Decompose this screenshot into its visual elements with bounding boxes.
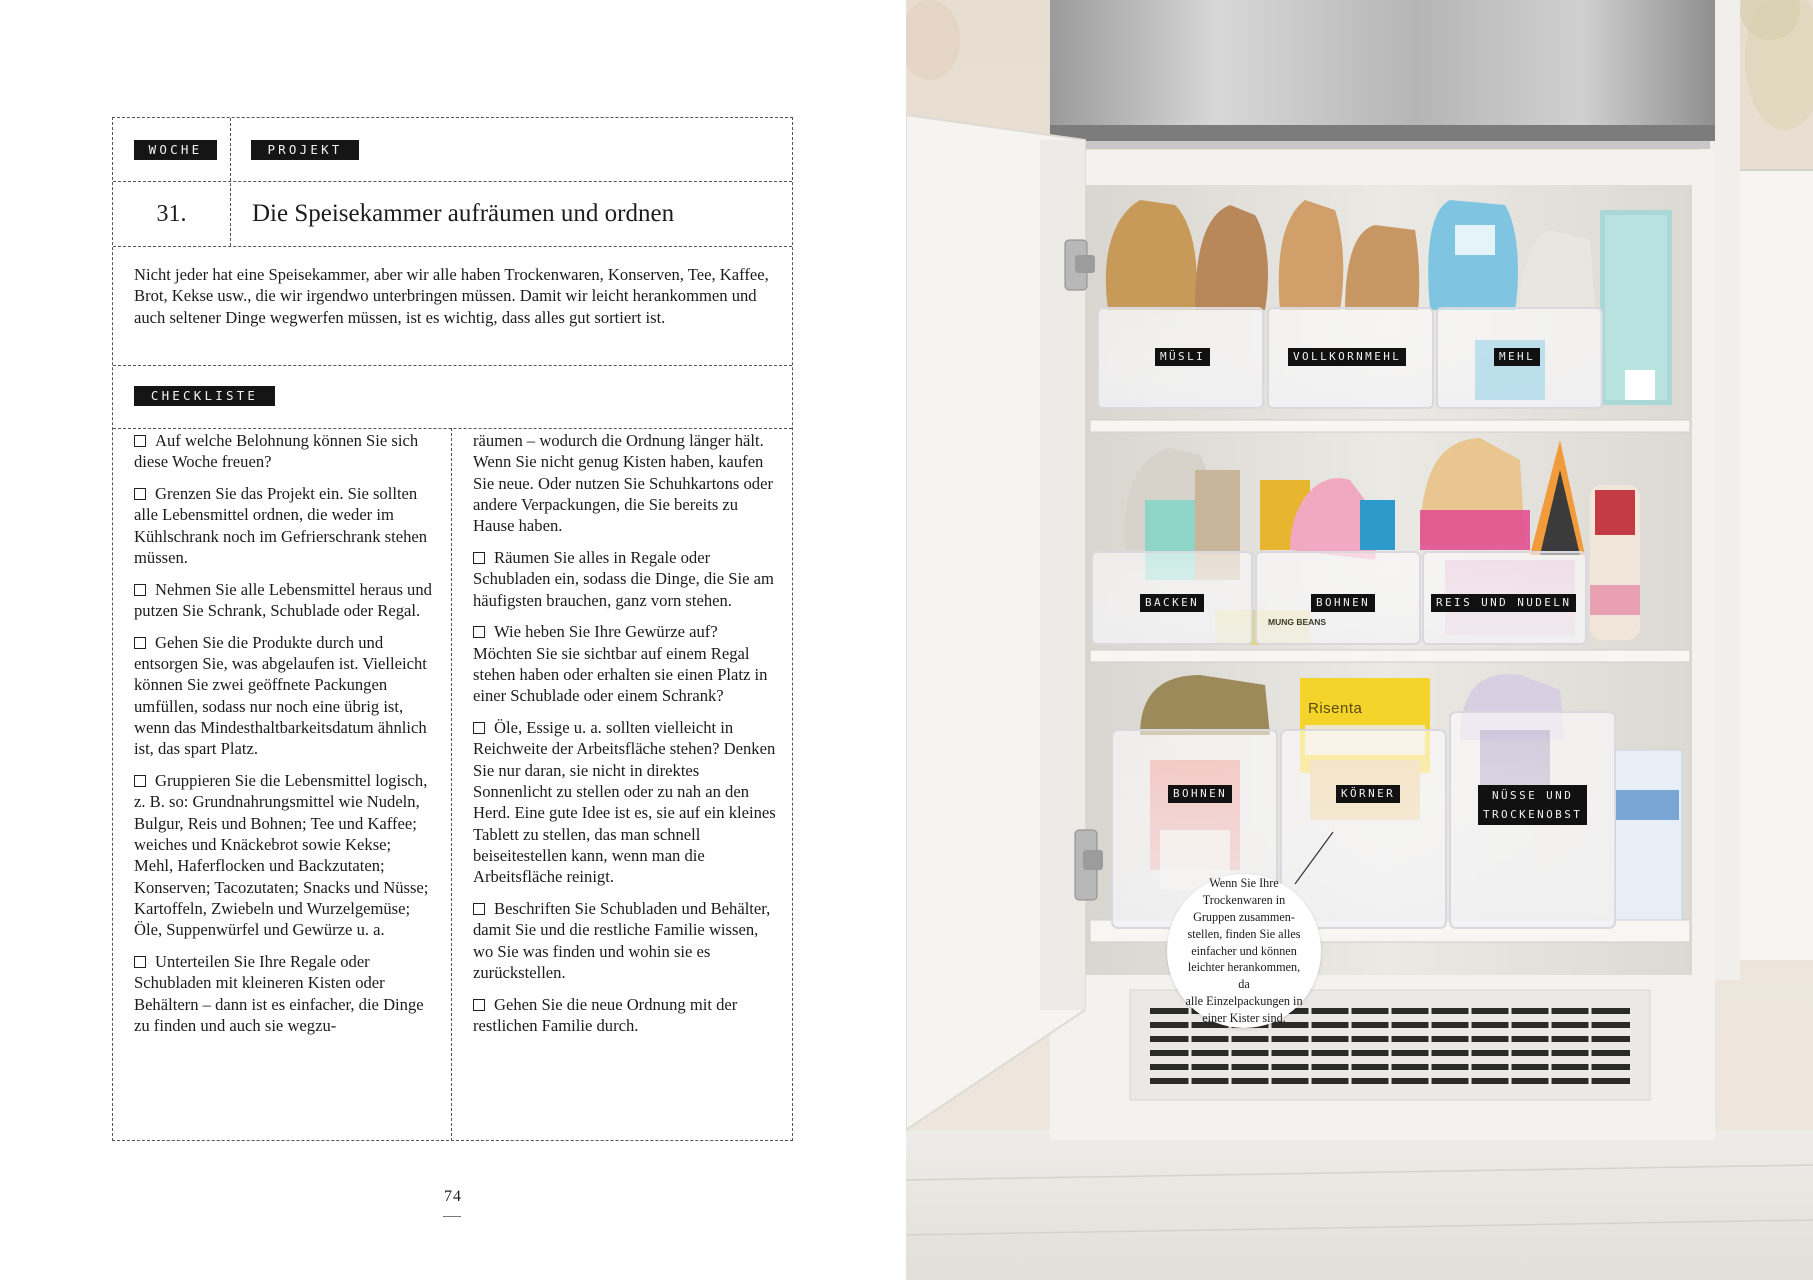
checkbox[interactable]	[134, 637, 146, 649]
checklist-column-right	[473, 430, 778, 1047]
checkbox[interactable]	[473, 999, 485, 1011]
project-title: Die Speisekammer aufräumen und ordnen	[252, 200, 675, 227]
bin-label-nuesse-und-trockenobst: NÜSSE UND TROCKENOBST	[1478, 785, 1587, 825]
checkbox[interactable]	[473, 903, 485, 915]
checkbox[interactable]	[473, 552, 485, 564]
checkbox[interactable]	[134, 488, 146, 500]
intro-paragraph: Nicht jeder hat eine Speisekammer, aber wir alle haben Trockenwaren, Konserven, Tee, Kaffee, Brot, Kekse usw., die wir irgendwo unterbringen müssen. Damit wir leicht herankommen und auch seltener Dinge wegwerfen müssen, ist es wichtig, dass alles gut sortiert ist.	[134, 265, 769, 327]
divider-intro	[113, 365, 792, 366]
checklist-item: Unterteilen Sie Ihre Regale oder Schubladen mit kleineren Kisten oder Behältern – dann ist es einfacher, die Dinge zu finden und auch sie wegzu-	[134, 952, 424, 1035]
bin-label-mehl: MEHL	[1494, 348, 1540, 366]
bin-label-bohnen-middle: BOHNEN	[1311, 594, 1375, 612]
photo-caption-callout: Wenn Sie Ihre Trockenwaren in Gruppen zusammen- stellen, finden Sie alles einfacher und können leichter herankommen, da alle Einzelpackungen in einer Kister sind.	[1167, 874, 1321, 1028]
checklist-item-continuation: räumen – wodurch die Ordnung länger hält. Wenn Sie nicht genug Kisten haben, kaufen Sie neue. Oder nutzen Sie Schuhkartons oder andere Verpackungen, die Sie bereits zu Hause haben.	[473, 431, 773, 536]
checklist-item: Gruppieren Sie die Lebensmittel logisch, z. B. so: Grundnahrungsmittel wie Nudeln, Bulgur, Reis und Bohnen; Tee und Kaffee; weiches und Knäckebrot sowie Kekse; Mehl, Haferflocken und Backzutaten; Konserven; Tacozutaten; Snacks und Nüsse; Kartoffeln, Zwiebeln und Wurzelgemüse; Öle, Suppenwürfel und Gewürze u. a.	[134, 771, 429, 940]
bin-label-koerner: KÖRNER	[1336, 785, 1400, 803]
checkbox[interactable]	[134, 775, 146, 787]
checkbox[interactable]	[134, 956, 146, 968]
divider-title	[113, 246, 792, 247]
divider-checklist-columns	[451, 428, 452, 1141]
bin-label-vollkornmehl: VOLLKORNMEHL	[1288, 348, 1406, 366]
checkbox[interactable]	[473, 722, 485, 734]
bin-label-bohnen-bottom: BOHNEN	[1168, 785, 1232, 803]
page-number: 74	[444, 1188, 462, 1205]
project-box	[112, 117, 793, 1141]
pantry-photo	[906, 0, 1813, 1280]
divider-week-column	[230, 118, 231, 246]
week-tag: WOCHE	[134, 140, 217, 160]
checklist-item: Nehmen Sie alle Lebensmittel heraus und putzen Sie Schrank, Schublade oder Regal.	[134, 579, 432, 621]
left-page	[0, 0, 906, 1280]
bin-label-reis-und-nudeln: REIS UND NUDELN	[1431, 594, 1576, 612]
week-number: 31.	[156, 200, 187, 227]
package-text-mung-beans: MUNG BEANS	[1268, 617, 1327, 627]
checklist-tag: CHECKLISTE	[134, 386, 275, 406]
checklist-item: Öle, Essige u. a. sollten vielleicht in Reichweite der Arbeitsfläche stehen? Denken Sie nur daran, sie nicht in direktes Sonnenlicht zu stellen oder zu nah an den Herd. Eine gute Idee ist es, sie auf ein kleines Tablett zu stellen, das man schnell beiseitestellen kann, wenn man die Arbeitsfläche reinigt.	[473, 718, 776, 887]
bin-label-muesli: MÜSLI	[1155, 348, 1210, 366]
pantry-illustration	[906, 0, 1813, 1280]
checklist-item: Gehen Sie die neue Ordnung mit der restlichen Familie durch.	[473, 994, 738, 1035]
checklist-column-left	[134, 430, 434, 1047]
checkbox[interactable]	[473, 626, 485, 638]
page-number-rule	[443, 1216, 461, 1217]
checklist-item: Beschriften Sie Schubladen und Behälter, damit Sie und die restliche Familie wissen, wo Sie was finden und wohin sie es zurückstellen.	[473, 898, 771, 982]
project-tag: PROJEKT	[251, 140, 359, 160]
checklist-item: Grenzen Sie das Projekt ein. Sie sollten alle Lebensmittel ordnen, die weder im Kühlschrank noch im Gefrierschrank stehen müssen.	[134, 484, 428, 567]
checkbox[interactable]	[134, 435, 146, 447]
checkbox[interactable]	[134, 584, 146, 596]
checklist-item: Auf welche Belohnung können Sie sich diese Woche freuen?	[134, 431, 419, 472]
checklist-item: Wie heben Sie Ihre Gewürze auf? Möchten Sie sie sichtbar auf einem Regal stehen haben oder erhalten sie einen Platz in einer Schublade oder einem Schrank?	[473, 622, 768, 706]
checklist-item: Räumen Sie alles in Regale oder Schubladen ein, sodass die Dinge, die Sie am häufigsten brauchen, ganz vorn stehen.	[473, 547, 774, 610]
bin-label-backen: BACKEN	[1140, 594, 1204, 612]
package-text-risenta: Risenta	[1308, 700, 1363, 717]
checklist-item: Gehen Sie die Produkte durch und entsorgen Sie, was abgelaufen ist. Vielleicht können Sie zwei geöffnete Packungen umfüllen, sodass nur noch eine übrig ist, wenn das Mindesthaltbarkeitsdatum ähnlich ist, das spart Platz.	[134, 632, 427, 759]
divider-checklist	[113, 428, 792, 429]
